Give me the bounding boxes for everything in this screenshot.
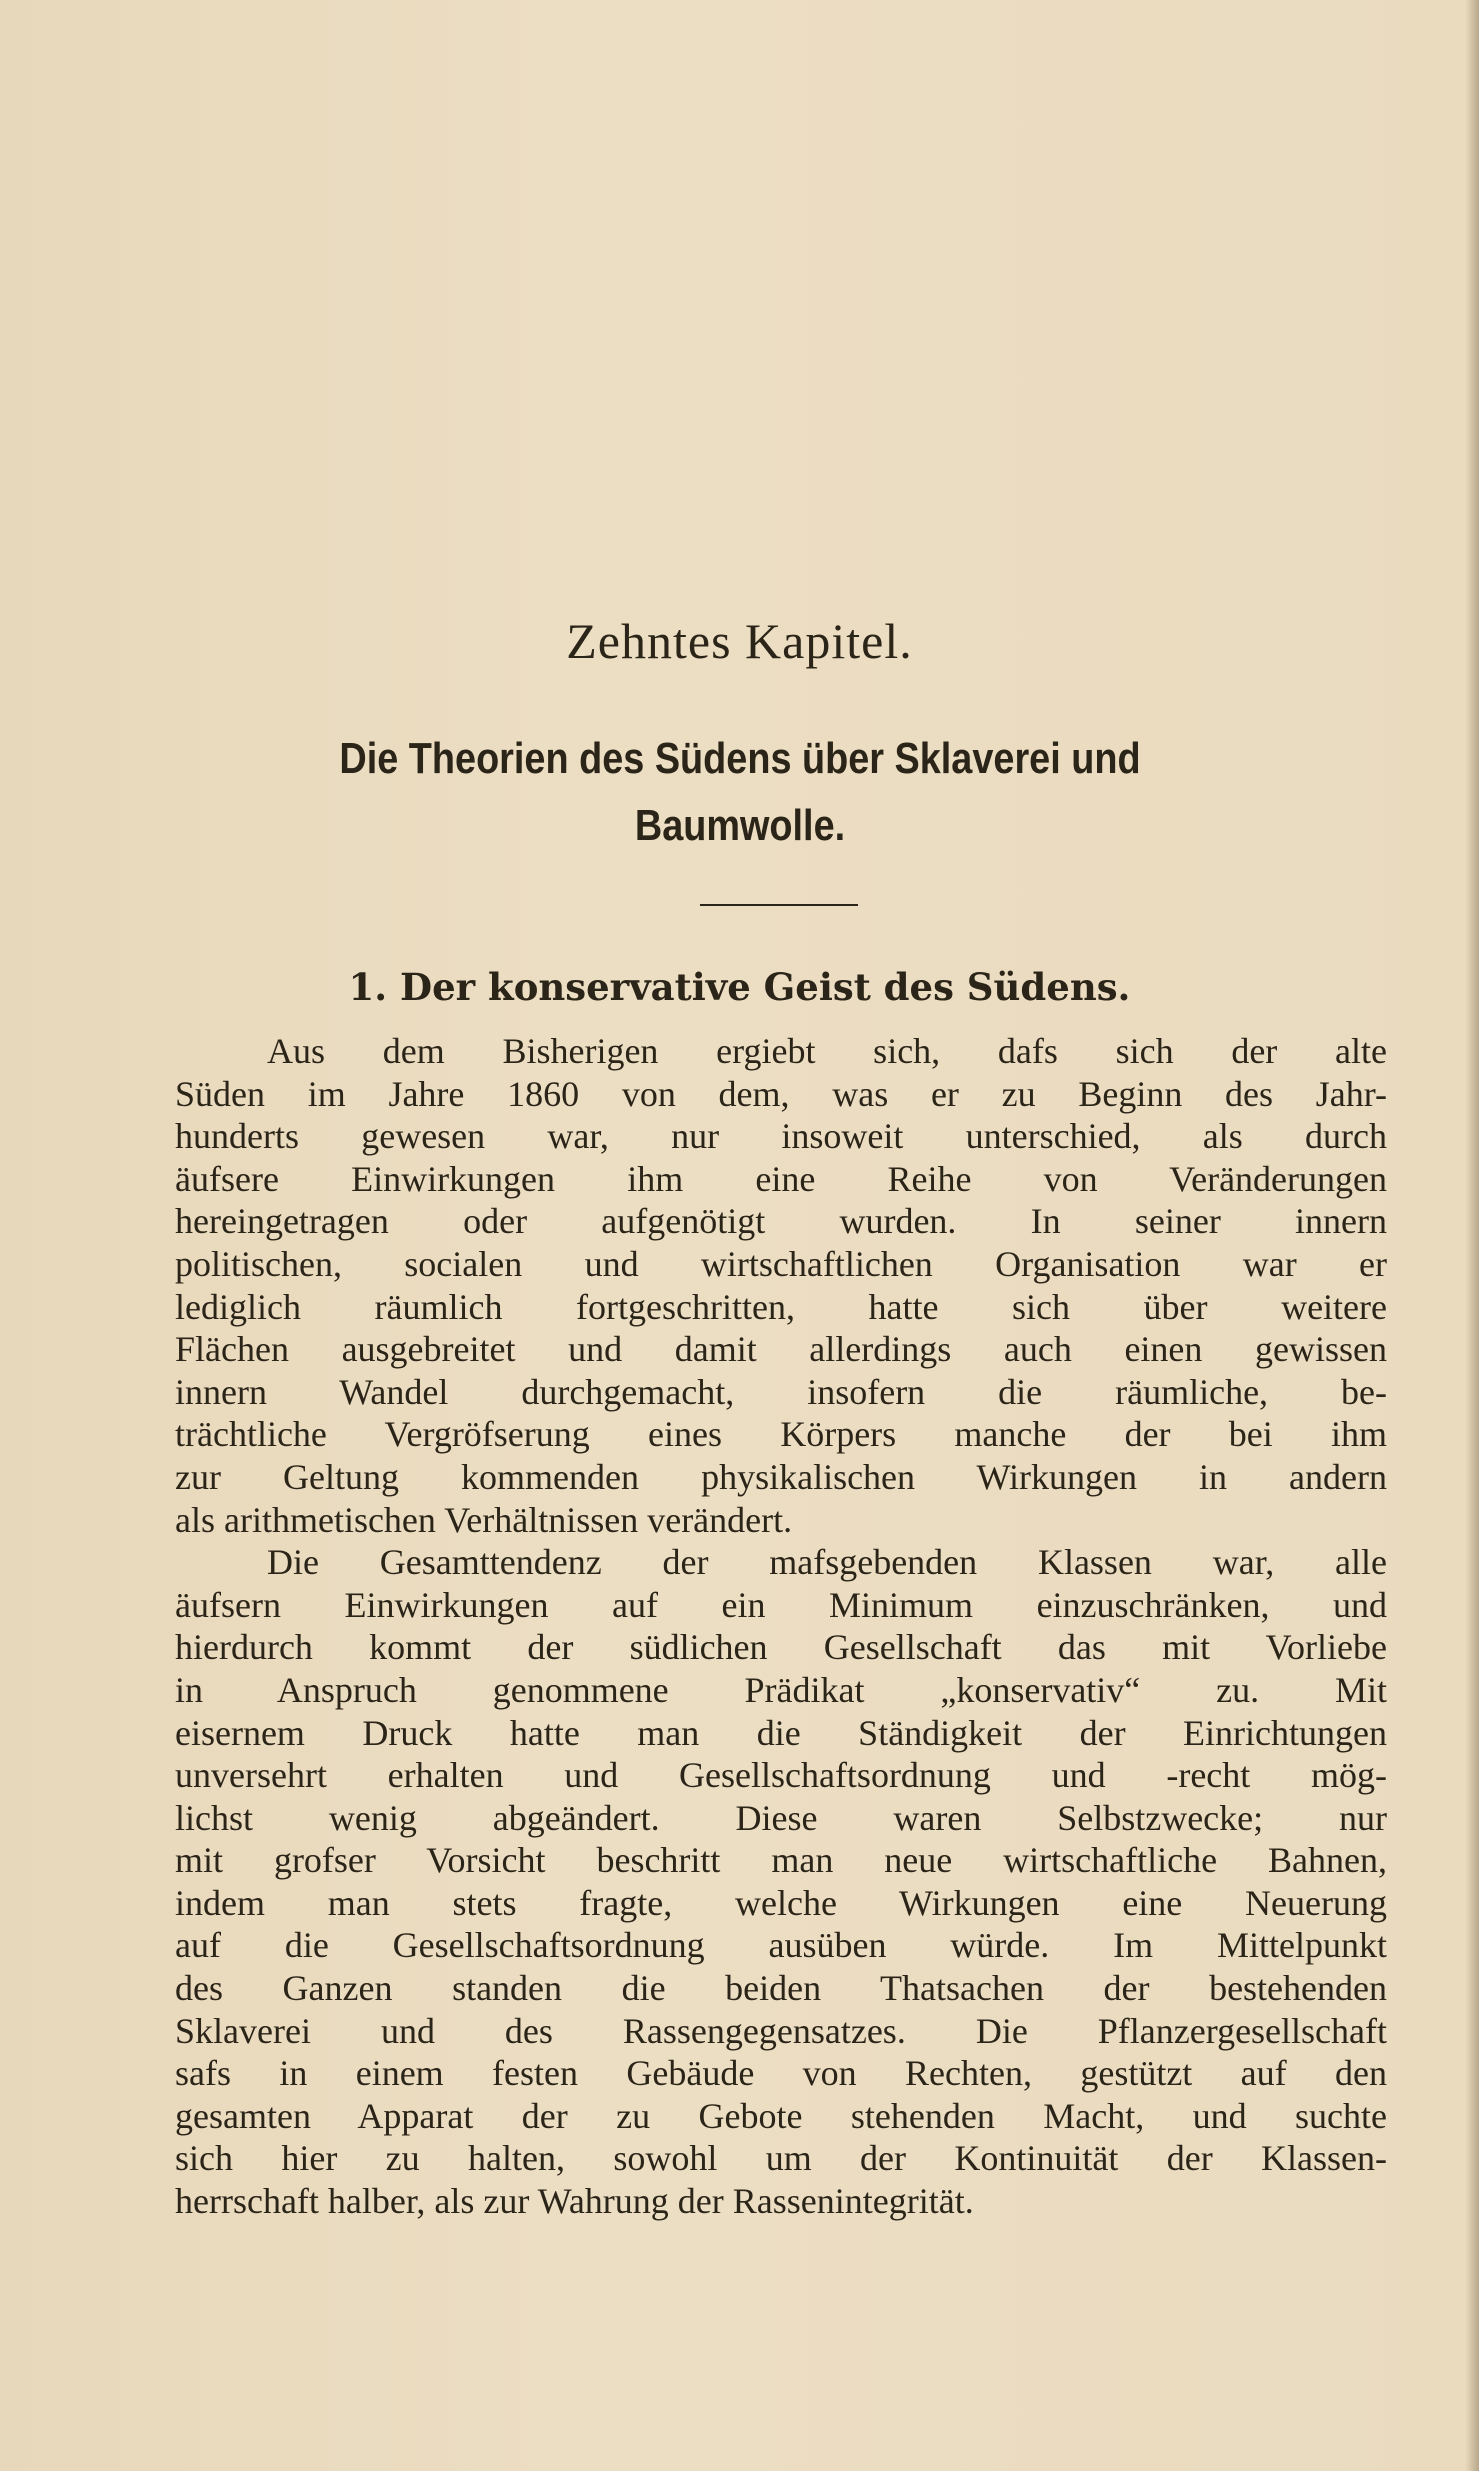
text-line: des Ganzen standen die beiden Thatsachen der bestehenden [175,1968,1387,2009]
text-line: gesamten Apparat der zu Gebote stehenden Macht, und suchte [175,2095,1387,2136]
text-line: äufsern Einwirkungen auf ein Minimum einzuschränken, und [175,1584,1387,1625]
text-line: als arithmetischen Verhältnissen verändert. [175,1499,793,1540]
text-line: Die Gesamttendenz der mafsgebenden Klassen war, alle [267,1542,1387,1583]
text-line: Aus dem Bisherigen ergiebt sich, dafs sich der alte [267,1031,1387,1071]
text-line: safs in einem festen Gebäude von Rechten, gestützt auf den [175,2053,1387,2094]
text-line: trächtliche Vergröfserung eines Körpers manche der bei ihm [175,1414,1387,1455]
text-line: in Anspruch genommene Prädikat „konservativ“ zu. Mit [175,1669,1387,1710]
title-divider [700,904,858,906]
text-line: sich hier zu halten, sowohl um der Kontinuität der Klassen- [175,2138,1387,2179]
text-line: auf die Gesellschaftsordnung ausüben würde. Im Mittelpunkt [175,1925,1387,1966]
text-line: Sklaverei und des Rassengegensatzes. Die Pflanzergesellschaft [175,2010,1387,2051]
text-line: politischen, socialen und wirtschaftlichen Organisation war er [175,1243,1387,1284]
text-line: lichst wenig abgeändert. Diese waren Selbstzwecke; nur [175,1797,1387,1838]
chapter-title-line-1: Die Theorien des Südens über Sklaverei und [339,734,1141,783]
text-line: indem man stets fragte, welche Wirkungen eine Neuerung [175,1882,1387,1923]
text-line: äufsere Einwirkungen ihm eine Reihe von Veränderungen [175,1158,1387,1199]
chapter-number-heading: Zehntes Kapitel. [566,613,913,669]
text-line: Süden im Jahre 1860 von dem, was er zu Beginn des Jahr- [175,1073,1387,1114]
page-edge-shadow [1465,0,1479,2471]
body-text [175,1030,1387,2223]
text-line: unversehrt erhalten und Gesellschaftsordnung und -recht mög- [175,1755,1387,1796]
text-line: zur Geltung kommenden physikalischen Wirkungen in andern [175,1456,1387,1497]
paragraph-2 [175,1541,1387,2223]
chapter-title-line-2: Baumwolle. [634,801,846,850]
text-line: mit grofser Vorsicht beschritt man neue wirtschaftliche Bahnen, [175,1840,1387,1881]
text-line: innern Wandel durchgemacht, insofern die räumliche, be- [175,1371,1387,1412]
text-line: lediglich räumlich fortgeschritten, hatte sich über weitere [175,1286,1387,1327]
paragraph-1 [175,1030,1387,1541]
text-line: hunderts gewesen war, nur insoweit unterschied, als durch [175,1116,1387,1157]
text-line: hereingetragen oder aufgenötigt wurden. In seiner innern [175,1201,1387,1242]
text-line: Flächen ausgebreitet und damit allerdings auch einen gewissen [175,1329,1387,1370]
text-line: herrschaft halber, als zur Wahrung der Rassenintegrität. [175,2181,974,2222]
section-heading: 1. Der konservative Geist des Südens. [348,965,1131,1009]
text-line: hierdurch kommt der südlichen Gesellschaft das mit Vorliebe [175,1627,1387,1668]
text-line: eisernem Druck hatte man die Ständigkeit der Einrichtungen [175,1712,1387,1753]
chapter-title [258,725,1221,859]
